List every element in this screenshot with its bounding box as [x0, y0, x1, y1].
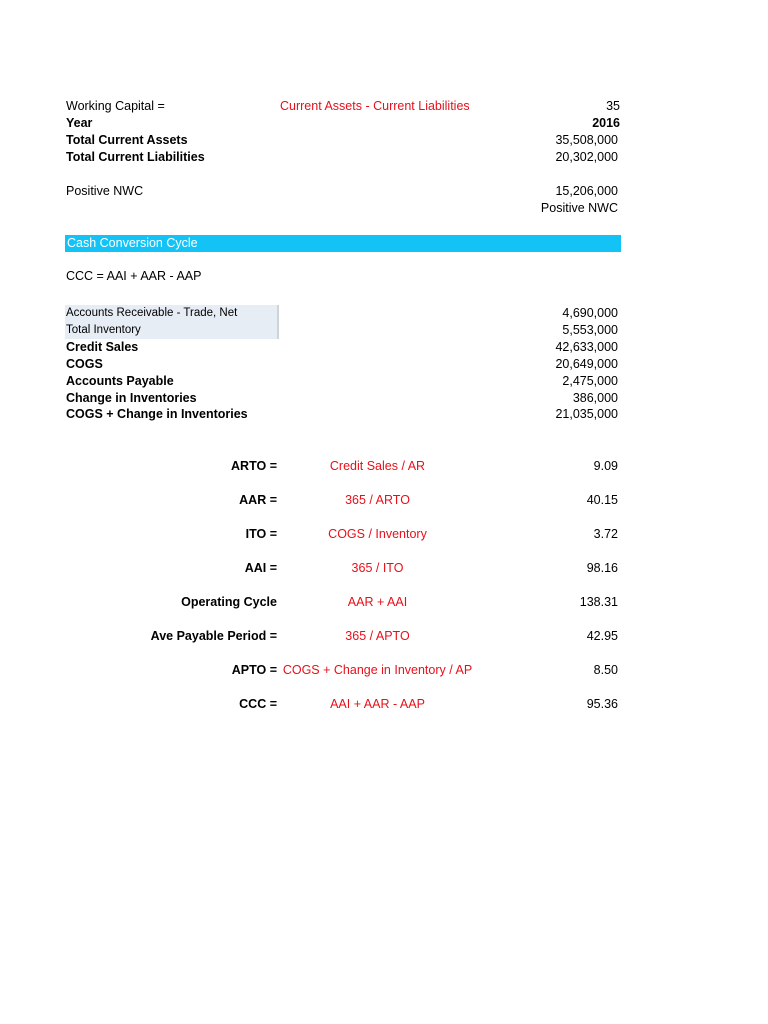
- input-value-inventory: 5,553,000: [562, 323, 618, 337]
- ratio-value-aar: 40.15: [586, 493, 618, 507]
- input-value-cogs-plus-change: 21,035,000: [555, 407, 618, 421]
- ratio-value-operating-cycle: 138.31: [579, 595, 618, 609]
- ratio-value-ccc: 95.36: [586, 697, 618, 711]
- ratio-label-operating-cycle: Operating Cycle: [181, 595, 277, 609]
- ratio-formula-arto: Credit Sales / AR: [329, 459, 426, 473]
- ratio-formula-operating-cycle: AAR + AAI: [347, 595, 408, 609]
- ratio-value-ito: 3.72: [593, 527, 618, 541]
- input-value-accounts-payable: 2,475,000: [562, 374, 618, 388]
- total-current-assets-value: 35,508,000: [555, 133, 618, 147]
- total-current-liabilities-value: 20,302,000: [555, 150, 618, 164]
- input-value-change-inventories: 386,000: [572, 391, 618, 405]
- input-label-change-inventories: Change in Inventories: [66, 391, 197, 405]
- ratio-label-ave-payable-period: Ave Payable Period =: [150, 629, 277, 643]
- ratio-formula-ito: COGS / Inventory: [328, 527, 427, 541]
- ratio-value-ave-payable-period: 42.95: [586, 629, 618, 643]
- ratio-label-ito: ITO =: [245, 527, 277, 541]
- positive-nwc-label: Positive NWC: [66, 184, 144, 198]
- input-label-credit-sales: Credit Sales: [66, 340, 139, 354]
- total-current-liabilities-label: Total Current Liabilities: [66, 150, 205, 164]
- positive-nwc-value: 15,206,000: [555, 184, 618, 198]
- input-label-accounts-payable: Accounts Payable: [66, 374, 174, 388]
- ratio-formula-ccc: AAI + AAR - AAP: [330, 697, 425, 711]
- ratio-value-apto: 8.50: [593, 663, 618, 677]
- ratio-formula-aar: 365 / ARTO: [345, 493, 410, 507]
- ccc-formula: CCC = AAI + AAR - AAP: [66, 269, 202, 283]
- positive-nwc-note: Positive NWC: [540, 201, 618, 215]
- ratio-label-arto: ARTO =: [231, 459, 277, 473]
- ratio-label-aai: AAI =: [244, 561, 277, 575]
- ratio-value-arto: 9.09: [593, 459, 618, 473]
- year-label: Year: [66, 116, 93, 130]
- ratio-formula-aai: 365 / ITO: [351, 561, 404, 575]
- input-label-cogs-plus-change: COGS + Change in Inventories: [66, 407, 248, 421]
- input-label-ar: Accounts Receivable - Trade, Net: [66, 307, 238, 319]
- working-capital-formula: Current Assets - Current Liabilities: [280, 99, 470, 113]
- ccc-banner-label: Cash Conversion Cycle: [67, 236, 198, 250]
- input-label-inventory: Total Inventory: [66, 324, 141, 336]
- working-capital-label: Working Capital =: [66, 99, 165, 113]
- year-value: 2016: [592, 116, 620, 130]
- ratio-value-aai: 98.16: [586, 561, 618, 575]
- ratio-label-ccc: CCC =: [239, 697, 277, 711]
- total-current-assets-label: Total Current Assets: [66, 133, 188, 147]
- ratio-label-aar: AAR =: [239, 493, 277, 507]
- ratio-formula-apto: COGS + Change in Inventory / AP: [282, 663, 473, 677]
- input-value-cogs: 20,649,000: [555, 357, 618, 371]
- ratio-formula-ave-payable-period: 365 / APTO: [345, 629, 410, 643]
- input-label-cogs: COGS: [66, 357, 103, 371]
- ratio-label-apto: APTO =: [231, 663, 277, 677]
- working-capital-value: 35: [606, 99, 620, 113]
- input-value-ar: 4,690,000: [562, 306, 618, 320]
- input-value-credit-sales: 42,633,000: [555, 340, 618, 354]
